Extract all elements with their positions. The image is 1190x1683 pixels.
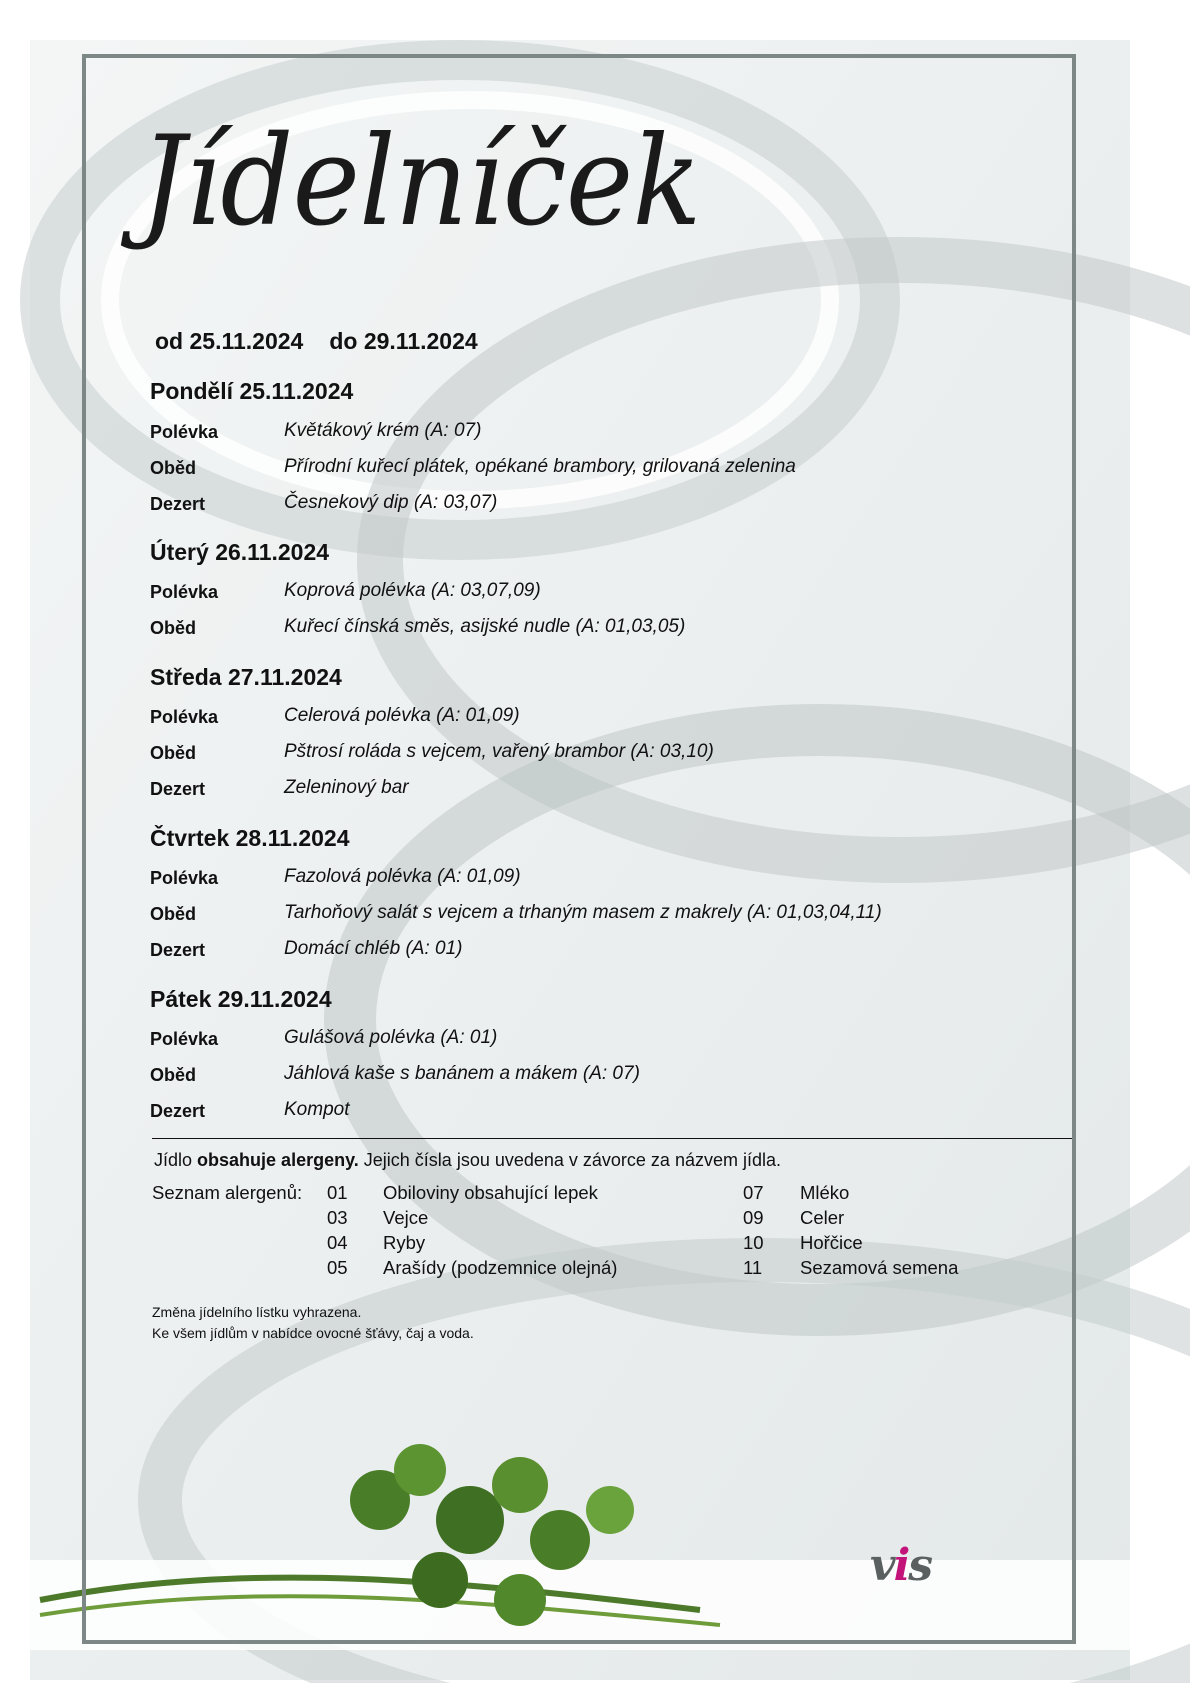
meal-label: Polévka	[150, 1029, 219, 1049]
vis-logo	[870, 1540, 931, 1591]
range-from: od 25.11.2024	[155, 328, 304, 354]
meal-dish: Kompot	[284, 1099, 350, 1120]
meal-label: Polévka	[150, 868, 219, 888]
allergen-note	[154, 1150, 781, 1171]
logo-part: i	[893, 1540, 909, 1591]
footer-note: Změna jídelního lístku vyhrazena.	[152, 1304, 362, 1320]
allergen-name: Hořčice	[800, 1232, 863, 1253]
meal-dish: Přírodní kuřecí plátek, opékané brambory, grilovaná zelenina	[284, 456, 796, 477]
meal-dish: Květákový krém (A: 07)	[284, 420, 482, 441]
note-prefix: Jídlo	[154, 1150, 193, 1170]
meal-label: Oběd	[150, 458, 197, 478]
meal-label: Oběd	[150, 618, 197, 638]
meal-label: Dezert	[150, 940, 206, 960]
meal-dish: Jáhlová kaše s banánem a mákem (A: 07)	[284, 1063, 640, 1084]
range-to: do 29.11.2024	[329, 328, 478, 354]
note-bold: obsahuje alergeny.	[197, 1150, 359, 1170]
allergen-list-label: Seznam alergenů:	[152, 1182, 303, 1203]
meal-dish: Gulášová polévka (A: 01)	[284, 1027, 498, 1048]
allergen-name: Obiloviny obsahující lepek	[383, 1182, 598, 1203]
allergen-name: Mléko	[800, 1182, 850, 1203]
allergen-code: 10	[743, 1232, 764, 1253]
logo-part: s	[908, 1540, 932, 1591]
day-heading: Pondělí 25.11.2024	[150, 378, 354, 404]
allergen-code: 04	[327, 1232, 348, 1253]
meal-label: Oběd	[150, 743, 197, 763]
meal-dish: Pštrosí roláda s vejcem, vařený brambor (A: 03,10)	[284, 741, 714, 762]
meal-dish: Kuřecí čínská směs, asijské nudle (A: 01,03,05)	[284, 616, 686, 637]
day-heading: Středa 27.11.2024	[150, 664, 342, 690]
menu-title: Jídelníček	[140, 110, 701, 254]
allergen-code: 07	[743, 1182, 764, 1203]
meal-label: Oběd	[150, 1065, 197, 1085]
meal-dish: Zeleninový bar	[284, 777, 409, 798]
meal-label: Polévka	[150, 422, 219, 442]
meal-dish: Celerová polévka (A: 01,09)	[284, 705, 520, 726]
day-heading: Čtvrtek 28.11.2024	[150, 825, 350, 851]
meal-label: Dezert	[150, 494, 206, 514]
allergen-code: 09	[743, 1207, 764, 1228]
meal-dish: Koprová polévka (A: 03,07,09)	[284, 580, 541, 601]
allergen-name: Arašídy (podzemnice olejná)	[383, 1257, 618, 1278]
logo-part: v	[870, 1540, 894, 1591]
date-range	[155, 328, 478, 355]
day-heading: Pátek 29.11.2024	[150, 986, 332, 1012]
allergen-name: Celer	[800, 1207, 845, 1228]
meal-dish: Česnekový dip (A: 03,07)	[284, 492, 498, 513]
meal-label: Dezert	[150, 779, 206, 799]
meal-label: Oběd	[150, 904, 197, 924]
meal-dish: Fazolová polévka (A: 01,09)	[284, 866, 521, 887]
meal-dish: Tarhoňový salát s vejcem a trhaným masem z makrely (A: 01,03,04,11)	[284, 902, 882, 923]
allergen-code: 01	[327, 1182, 348, 1203]
allergen-name: Vejce	[383, 1207, 429, 1228]
allergen-code: 03	[327, 1207, 348, 1228]
allergen-name: Sezamová semena	[800, 1257, 959, 1278]
note-rest: Jejich čísla jsou uvedena v závorce za názvem jídla.	[363, 1150, 781, 1170]
allergen-code: 05	[327, 1257, 348, 1278]
meal-label: Dezert	[150, 1101, 206, 1121]
footer-note: Ke všem jídlům v nabídce ovocné šťávy, čaj a voda.	[152, 1325, 474, 1341]
meal-label: Polévka	[150, 582, 219, 602]
divider	[152, 1138, 1072, 1139]
day-heading: Úterý 26.11.2024	[150, 539, 330, 565]
meal-label: Polévka	[150, 707, 219, 727]
allergen-code: 11	[743, 1257, 763, 1278]
meal-dish: Domácí chléb (A: 01)	[284, 938, 463, 959]
allergen-name: Ryby	[383, 1232, 426, 1253]
